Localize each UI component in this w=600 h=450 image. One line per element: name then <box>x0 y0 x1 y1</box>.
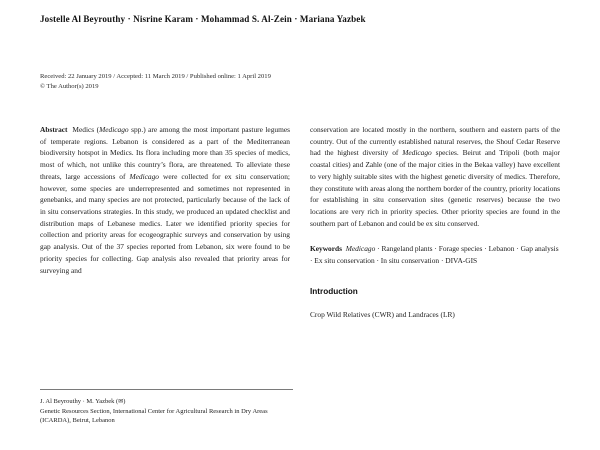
footnote-authors: J. Al Beyrouthy · M. Yazbek (✉) <box>40 398 126 405</box>
right-column <box>310 124 560 321</box>
footnote-divider <box>40 389 293 390</box>
taxon-name: Medicago <box>402 148 432 158</box>
taxon-name: Medicago <box>99 125 129 134</box>
authors-text: Jostelle Al Beyrouthy · Nisrine Karam · Mohammad S. Al-Zein · Mariana Yazbek <box>40 14 366 24</box>
introduction-first-line: Crop Wild Relatives (CWR) and Landraces (LR) <box>310 309 455 319</box>
footnote-affiliation: Genetic Resources Section, International Center for Agricultural Research in Dry Areas (ICARDA), Beirut, Lebanon <box>40 407 268 424</box>
keywords-label: Keywords <box>310 244 343 254</box>
abstract-paragraph <box>40 124 290 276</box>
taxon-name: Medicago <box>345 244 376 254</box>
abstract-left-text: Medics (Medicago spp.) are among the most important pasture legumes of temperate regions. Lebanon is considered as a part of the Mediterranean biodiversity hotspot in Medics. Its flora including more than 35 species of medics, most of which, not unlike this country’s flora, are threatened. To alleviate these threats, large accessions of Medicago were collected for ex situ conservation; however, some species are underrepresented and sometimes not represented in genebanks, and many species are not protected, particularly because of the lack of in situ conservations strategies. In this study, we produced an updated checklist and distribution maps of Lebanese medics. Later we identified priority species for collection and priority areas for ecogeographic surveys and conservation by using gap analysis. Out of the 37 species reported from Lebanon, six were found to be priority species for collecting. Gap analysis also revealed that priority areas for surveying and <box>40 125 290 275</box>
left-column <box>40 124 290 321</box>
two-column-body <box>40 124 560 321</box>
copyright-line: © The Author(s) 2019 <box>40 82 99 90</box>
abstract-continuation: conservation are located mostly in the northern, southern and eastern parts of the country. Out of the currently established natural reserves, the Shouf Cedar Reserve had the highest diversity of Medicago species. Beirut and Tripoli (both major coastal cities) and Zahle (one of the major cities in the Bekaa valley) have excellent to very highly suitable sites with the highest genetic diversity of medics. Therefore, they constitute with areas along the northern border of the country, priority locations for establishing in situ conservation sites (genetic reserves) because the two locations are very rich in priority species. Other priority species are found in the southern part of Lebanon and could be ex situ conserved. <box>310 125 560 228</box>
footnote-block <box>40 389 295 426</box>
keywords-text: Medicago · Rangeland plants · Forage species · Lebanon · Gap analysis · Ex situ conservation · In situ conservation · DIVA-GIS <box>310 244 559 266</box>
authors-line <box>40 0 370 26</box>
envelope-icon: ✉ <box>118 398 124 405</box>
abstract-label: Abstract <box>40 125 68 134</box>
taxon-name: Medicago <box>129 171 160 181</box>
footnote-authors-text: J. Al Beyrouthy · M. Yazbek <box>40 398 115 405</box>
section-heading-introduction: Introduction <box>310 286 358 296</box>
publication-history: Received: 22 January 2019 / Accepted: 11 March 2019 / Published online: 1 April 2019 <box>40 73 271 80</box>
keywords-block <box>310 229 560 266</box>
